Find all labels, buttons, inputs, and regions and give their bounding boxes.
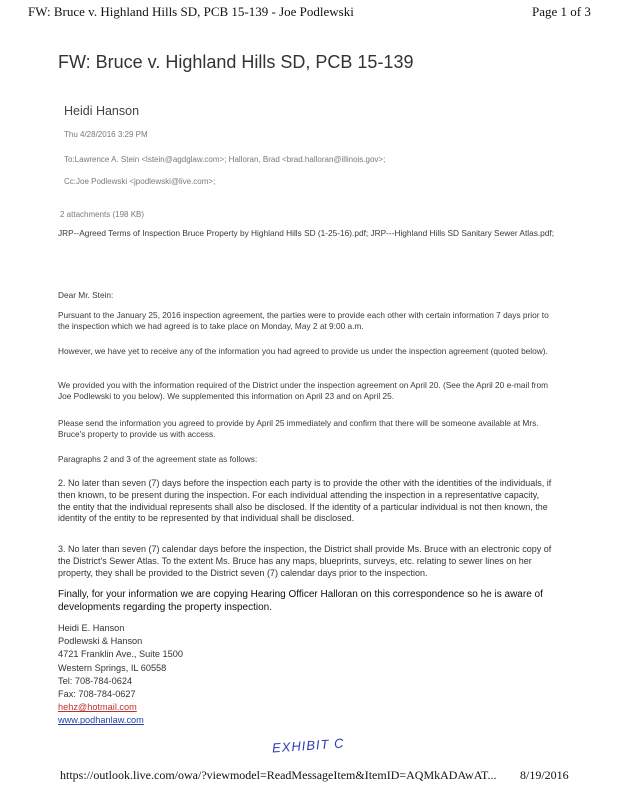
paragraph-1: Pursuant to the January 25, 2016 inspection agreement, the parties were to provide each other with certain information 7 days prior to the inspection which we had agreed is to take place on Monday, May 2 at 9:00 a.m. [58,310,549,331]
signature-tel: Tel: 708-784-0624 [58,675,133,686]
print-header-page: Page 1 of 3 [532,4,591,19]
email-to: To:Lawrence A. Stein <lstein@agdglaw.com>; Halloran, Brad <brad.halloran@illinois.gov>; [64,155,386,164]
print-footer-url: https://outlook.live.com/owa/?viewmodel=ReadMessageItem&ItemID=AQMkADAwAT... [60,768,497,782]
paragraph-2: However, we have yet to receive any of the information you had agreed to provide us under the inspection agreement (quoted below). [58,346,548,356]
paragraph-7-quote: 3. No later than seven (7) calendar days before the inspection, the District shall provide Ms. Bruce with an electronic copy of the District's Sewer Atlas. To the extent Ms. Bruce has any maps, blueprints, surveys, etc. relating to sewer lines on her property, they shall be provided to the District seven (7) calendar days prior to the inspection. [58,544,552,578]
paragraph-4: Please send the information you agreed to provide by April 25 immediately and confirm that there will be someone available at Mrs. Bruce's property to provide us with access. [58,418,539,439]
email-sender: Heidi Hanson [64,104,140,118]
paragraph-8-finally: Finally, for your information we are copying Hearing Officer Halloran on this correspondence so he is aware of developments regarding the property inspection. [58,589,543,613]
attachments-list: JRP--Agreed Terms of Inspection Bruce Property by Highland Hills SD (1-25-16).pdf; JRP---Highland Hills SD Sanitary Sewer Atlas.pdf; [58,228,555,238]
signature-address-2: Western Springs, IL 60558 [58,662,167,673]
signature-firm: Podlewski & Hanson [58,636,143,647]
signature-name: Heidi E. Hanson [58,623,125,633]
exhibit-stamp: EXHIBIT C [271,735,346,756]
print-header-title: FW: Bruce v. Highland Hills SD, PCB 15-139 - Joe Podlewski [28,4,354,19]
print-footer-date: 8/19/2016 [520,768,569,782]
signature-address-1: 4721 Franklin Ave., Suite 1500 [58,649,183,660]
paragraph-3: We provided you with the information required of the District under the inspection agreement on April 20. (See the April 20 e-mail from Joe Podlewski to you below). We supplemented this information on April 23 and on April 25. [58,380,549,401]
signature-website-link[interactable]: www.podhanlaw.com [58,715,144,726]
email-cc: Cc:Joe Podlewski <jpodlewski@live.com>; [64,177,216,186]
signature-fax: Fax: 708-784-0627 [58,689,136,700]
paragraph-6-quote: 2. No later than seven (7) days before the inspection each party is to provide the other with the identities of the individuals, if then known, to be present during the inspection. For each individual attending the inspection in a representative capacity, the entity that the individual represents shall also be disclosed. If the identity of a particular individual is not then known, the identity of the entity to be represented by that individual shall be disclosed. [58,478,552,524]
paragraph-5: Paragraphs 2 and 3 of the agreement state as follows: [58,454,258,464]
greeting: Dear Mr. Stein: [58,290,114,300]
attachments-count: 2 attachments (198 KB) [60,210,145,219]
signature-email-link[interactable]: hehz@hotmail.com [58,702,137,713]
signature-block [58,622,183,728]
email-subject: FW: Bruce v. Highland Hills SD, PCB 15-139 [58,52,414,72]
email-date: Thu 4/28/2016 3:29 PM [64,130,148,139]
